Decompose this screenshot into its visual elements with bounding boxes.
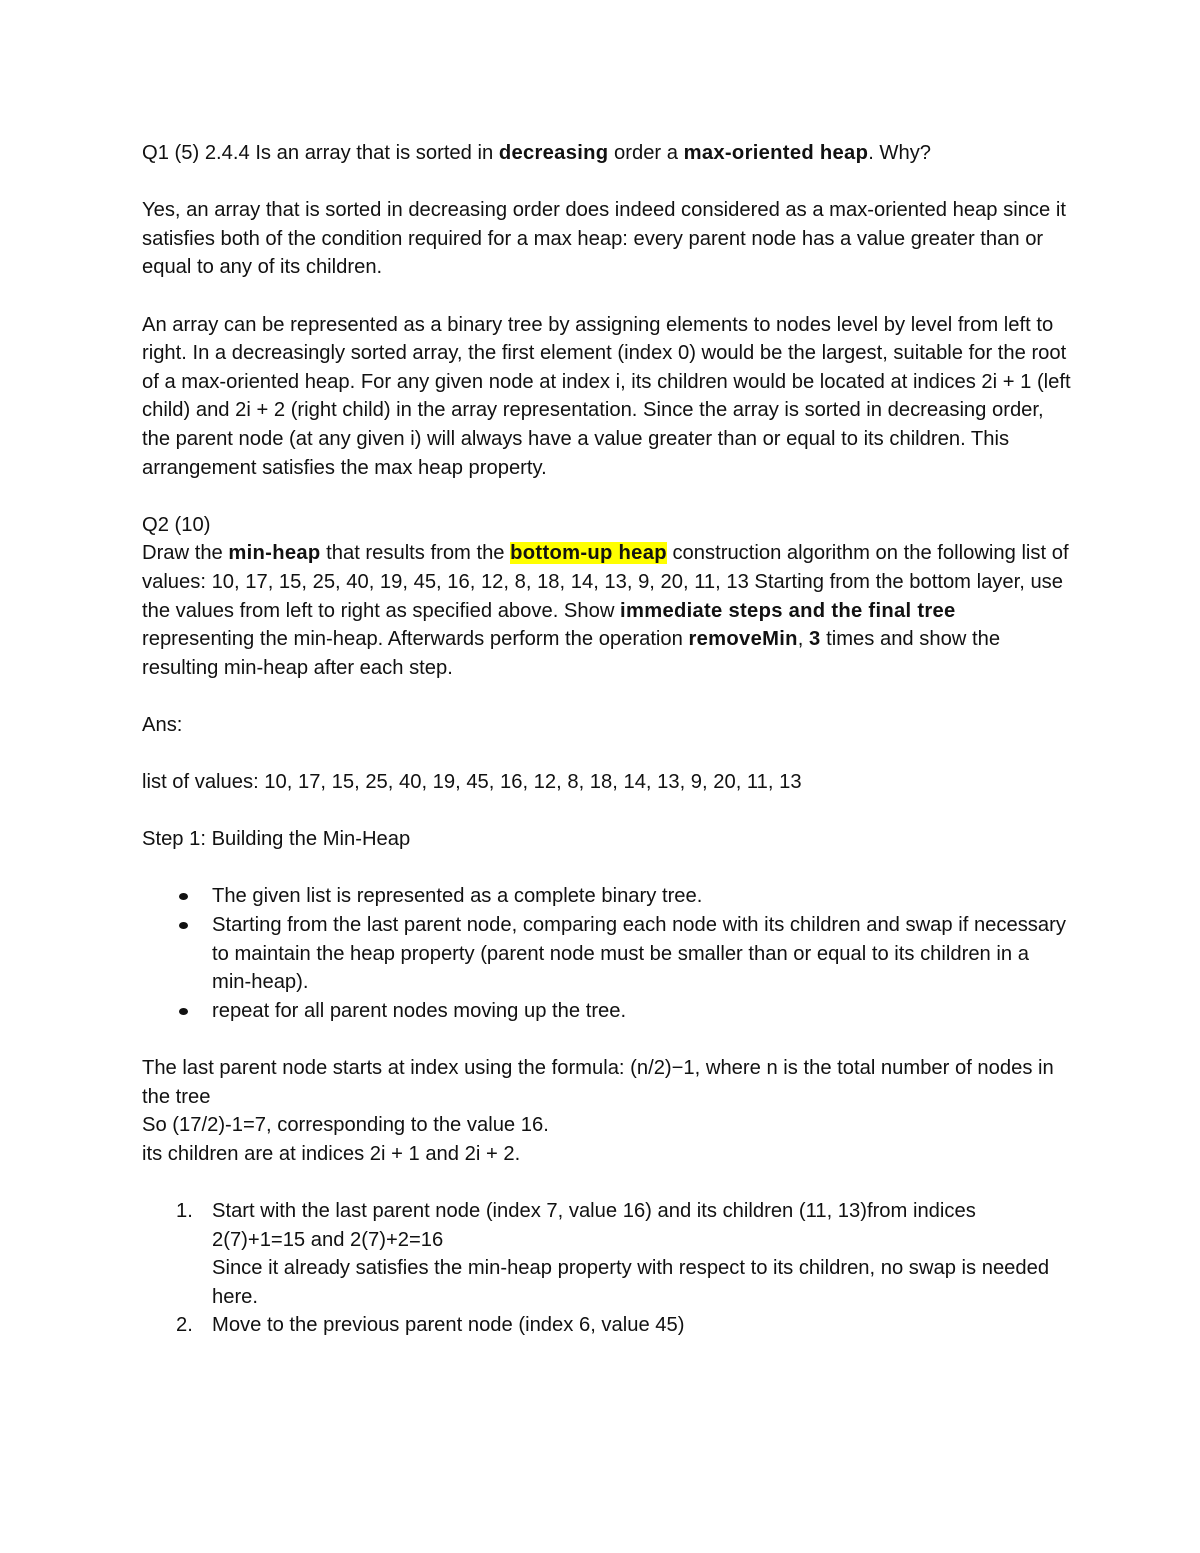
q2-text: , — [797, 628, 809, 651]
ans-list-of-values: list of values: 10, 17, 15, 25, 40, 19, 45, 16, 12, 8, 18, 14, 13, 9, 20, 11, 13 — [142, 771, 802, 794]
q2-question — [142, 539, 1072, 682]
step1-bullet-list — [142, 882, 1072, 1025]
children-line: its children are at indices 2i + 1 and 2i + 2. — [142, 1142, 521, 1165]
list-item — [142, 997, 1072, 1026]
step-text: Start with the last parent node (index 7, value 16) and its children (11, 13)from indices 2(7)+1=15 and 2(7)+2=16 — [212, 1199, 976, 1251]
list-item-text: The given list is represented as a complete binary tree. — [212, 885, 703, 908]
q2-text: times and show the resulting min-heap after each step. — [142, 628, 1001, 679]
q1-text: order a — [608, 142, 684, 164]
q1-bold-max-heap: max-oriented heap — [683, 142, 869, 164]
formula-line: The last parent node starts at index using the formula: (n/2)−1, where n is the total number of nodes in the tree — [142, 1057, 1054, 1108]
q1-bold-decreasing: decreasing — [498, 142, 609, 164]
q2-text: construction algorithm on the following list of values: 10, 17, 15, 25, 40, 19, 45, 16, 12, 8, 18, 14, 13, 9, 20, 11, 13 Starting from the bottom layer, use the values from left to right as specified above. Show — [142, 542, 1069, 622]
q2-text: Draw the — [142, 542, 229, 565]
list-item — [142, 1311, 1072, 1340]
list-item — [142, 1197, 1072, 1311]
step-text: Move to the previous parent node (index 6, value 45) — [212, 1314, 685, 1337]
list-number: 1. — [176, 1199, 193, 1222]
q1-answer-paragraph-1: Yes, an array that is sorted in decreasing order does indeed considered as a max-oriented heap since it satisfies both of the condition required for a max heap: every parent node has a value greater than or equal to any of its children. — [142, 199, 1066, 279]
list-item — [142, 911, 1072, 997]
step1-heading: Step 1: Building the Min-Heap — [142, 828, 411, 851]
bullet-icon — [179, 893, 188, 900]
document-page — [142, 139, 1072, 1340]
so-line: So (17/2)-1=7, corresponding to the value 16. — [142, 1114, 549, 1137]
q2-heading: Q2 (10) — [142, 513, 211, 536]
list-item — [142, 882, 1072, 911]
q2-text: representing the min-heap. Afterwards perform the operation — [142, 628, 689, 651]
q2-highlight-bottom-up-heap: bottom-up heap — [510, 542, 667, 565]
bullet-icon — [179, 922, 188, 929]
q1-answer-paragraph-2: An array can be represented as a binary tree by assigning elements to nodes level by level from left to right. In a decreasingly sorted array, the first element (index 0) would be the largest, suitable for the root of a max-oriented heap. For any given node at index i, its children would be located at indices 2i + 1 (left child) and 2i + 2 (right child) in the array representation. Since the array is sorted in decreasing order, the parent node (at any given i) will always have a value greater than or equal to its children. This arrangement satisfies the max heap property. — [142, 313, 1071, 479]
step-subtext: Since it already satisfies the min-heap property with respect to its children, no swap is needed here. — [212, 1257, 1050, 1308]
steps-numbered-list — [142, 1197, 1072, 1340]
q2-bold-removemin: removeMin — [688, 628, 798, 651]
q1-question — [142, 139, 1072, 168]
list-item-text: Starting from the last parent node, comparing each node with its children and swap if necessary to maintain the heap property (parent node must be smaller than or equal to its children in a min-heap). — [212, 914, 1066, 994]
ans-label: Ans: — [142, 713, 183, 736]
bullet-icon — [179, 1008, 188, 1015]
list-item-text: repeat for all parent nodes moving up the tree. — [212, 999, 627, 1022]
q1-text: . Why? — [868, 142, 932, 164]
q2-bold-three: 3 — [808, 628, 821, 651]
q1-text: Q1 (5) 2.4.4 Is an array that is sorted in — [142, 142, 499, 164]
list-number: 2. — [176, 1314, 193, 1337]
q2-bold-immediate-steps: immediate steps and the final tree — [620, 599, 956, 622]
q2-text: that results from the — [320, 542, 511, 565]
q2-bold-min-heap: min-heap — [228, 542, 321, 565]
